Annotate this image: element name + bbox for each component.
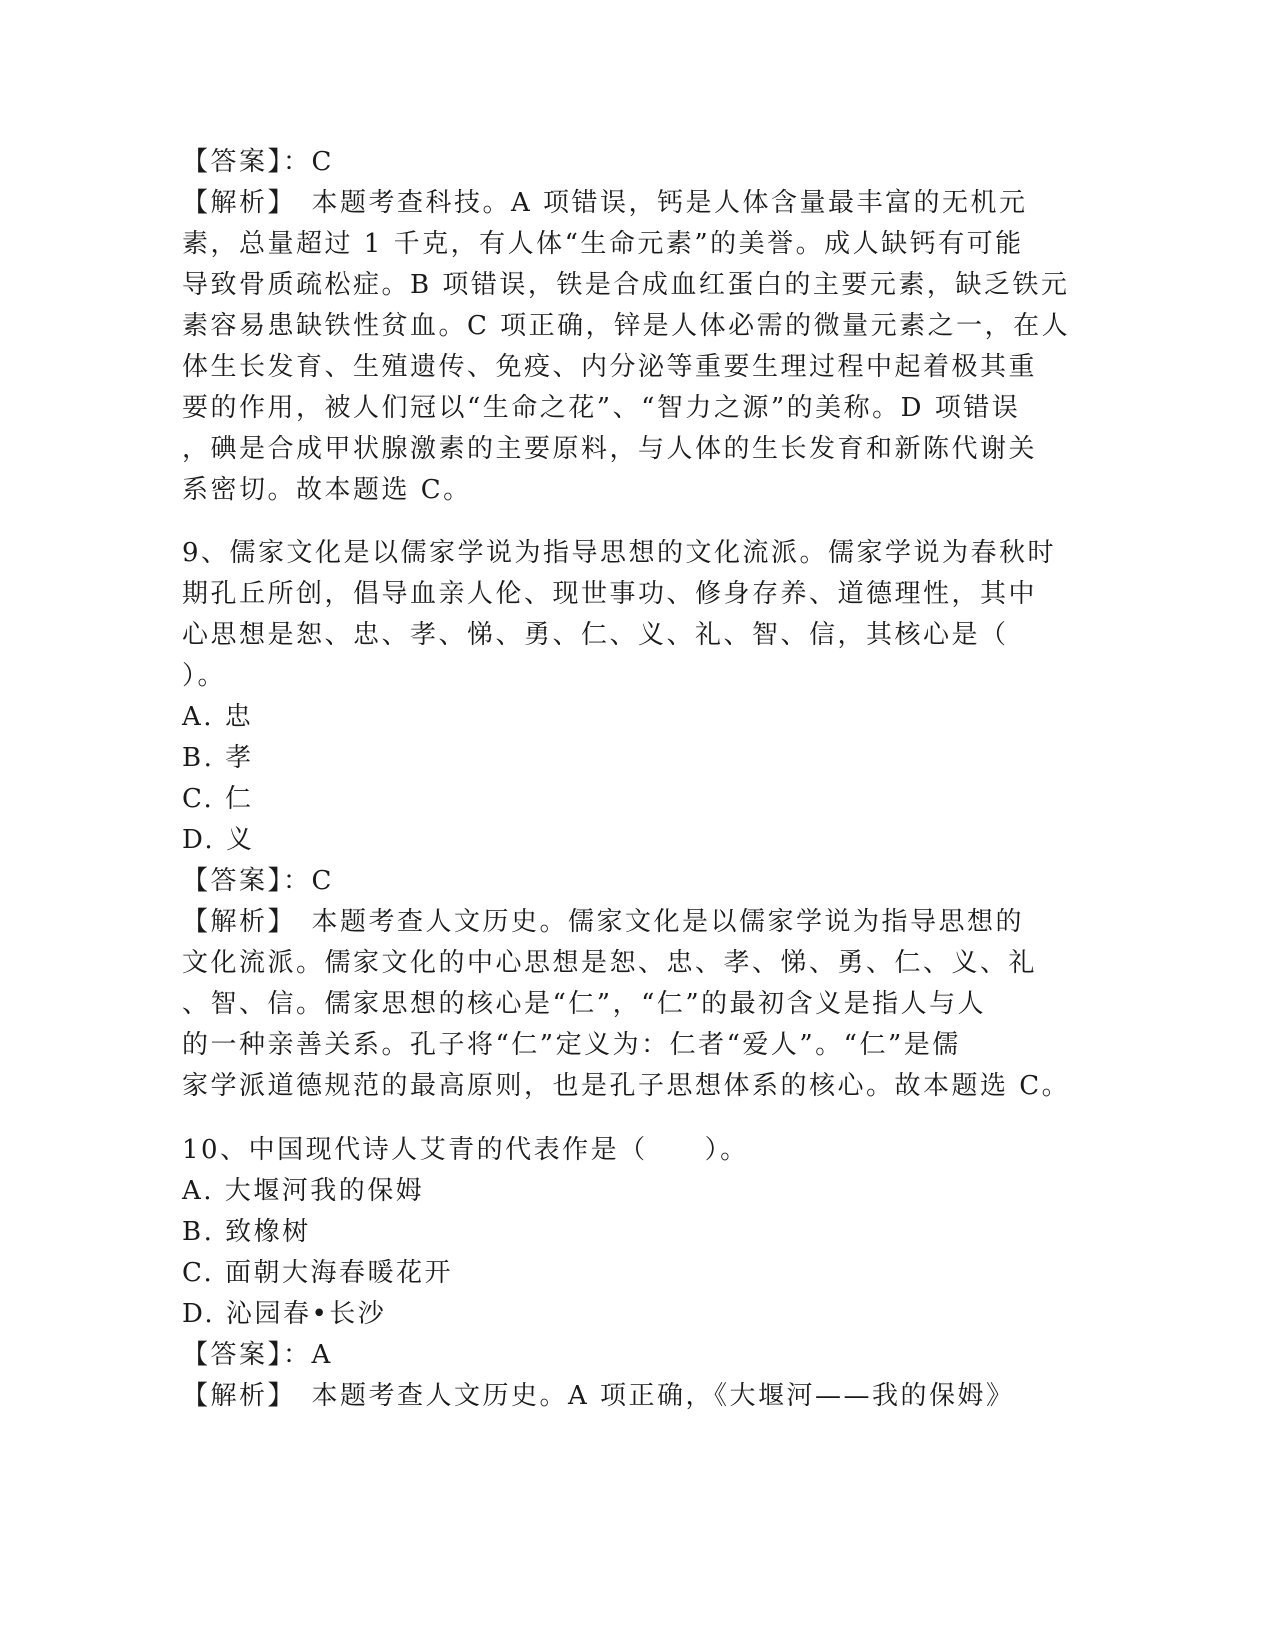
q9-analysis-line: 家学派道德规范的最高原则，也是孔子思想体系的核心。故本题选 C。 [182, 1071, 1071, 1101]
q9-option-c: C. 仁 [182, 784, 254, 814]
q8-analysis-line: 素容易患缺铁性贫血。C 项正确，锌是人体必需的微量元素之一，在人 [182, 311, 1071, 341]
q10-option-a: A. 大堰河我的保姆 [182, 1176, 425, 1206]
q10-option-c: C. 面朝大海春暖花开 [182, 1258, 453, 1288]
q8-analysis-line: ，碘是合成甲状腺激素的主要原料，与人体的生长发育和新陈代谢关 [182, 434, 1038, 464]
q10-answer: 【答案】：A [182, 1340, 333, 1370]
q9-stem-line: 9、儒家文化是以儒家学说为指导思想的文化流派。儒家学说为春秋时 [182, 538, 1057, 568]
q9-stem-line: ）。 [182, 661, 227, 691]
q9-stem-line: 期孔丘所创，倡导血亲人伦、现世事功、修身存养、道德理性，其中 [182, 579, 1038, 609]
q8-analysis-line: 体生长发育、生殖遗传、免疫、内分泌等重要生理过程中起着极其重 [182, 352, 1038, 382]
q10-option-b: B. 致橡树 [182, 1217, 311, 1247]
q8-analysis-line: 要的作用，被人们冠以“生命之花”、“智力之源”的美称。D 项错误 [182, 393, 1021, 423]
q10-option-d: D. 沁园春•长沙 [182, 1299, 387, 1329]
q9-answer: 【答案】：C [182, 866, 334, 896]
q9-analysis-line: 【解析】 本题考查人文历史。儒家文化是以儒家学说为指导思想的 [182, 907, 1025, 937]
q8-analysis-line: 导致骨质疏松症。B 项错误，铁是合成血红蛋白的主要元素，缺乏铁元 [182, 270, 1070, 300]
q9-analysis-line: 、智、信。儒家思想的核心是“仁”，“仁”的最初含义是指人与人 [182, 989, 987, 1019]
q9-analysis-line: 的一种亲善关系。孔子将“仁”定义为：仁者“爱人”。“仁”是儒 [182, 1030, 961, 1060]
q10-stem: 10、中国现代诗人艾青的代表作是（ ）。 [182, 1135, 749, 1165]
q9-option-d: D. 义 [182, 825, 255, 855]
q8-analysis-line: 系密切。故本题选 C。 [182, 475, 472, 505]
q9-option-b: B. 孝 [182, 743, 254, 773]
q9-analysis-line: 文化流派。儒家文化的中心思想是恕、忠、孝、悌、勇、仁、义、礼 [182, 948, 1038, 978]
q8-answer: 【答案】：C [182, 147, 334, 177]
q8-analysis-line: 素，总量超过 1 千克，有人体“生命元素”的美誉。成人缺钙有可能 [182, 229, 1024, 259]
q8-analysis-line: 【解析】 本题考查科技。A 项错误，钙是人体含量最丰富的无机元 [182, 188, 1028, 218]
q9-stem-line: 心思想是恕、忠、孝、悌、勇、仁、义、礼、智、信，其核心是（ [182, 620, 1009, 650]
q10-analysis-line: 【解析】 本题考查人文历史。A 项正确，《大堰河——我的保姆》 [182, 1381, 1015, 1411]
q9-option-a: A. 忠 [182, 702, 254, 732]
